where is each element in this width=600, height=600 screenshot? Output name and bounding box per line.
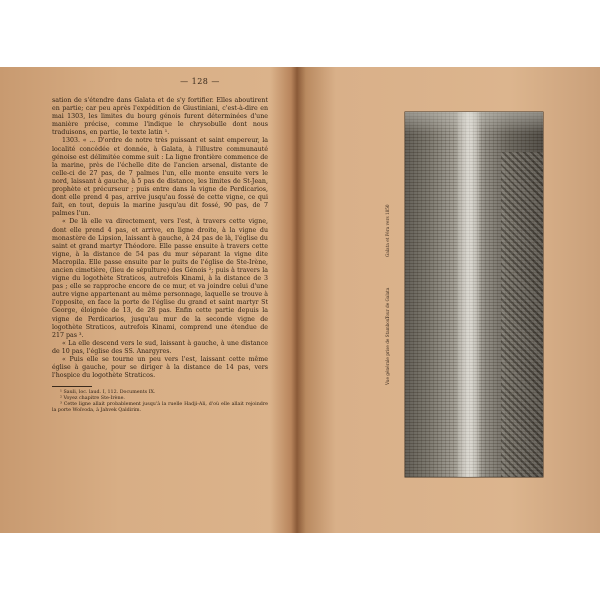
left-page — [0, 67, 297, 533]
plate-caption: Vue générale prise de Stamboul — [385, 317, 390, 385]
paragraph: 1303. « ... D'ordre de notre très puissant et saint empereur, la localité concédée et donnée, à Galata, à l'illustre communauté génoise est délimitée comme suit : La ligne frontière commence de la marine, près de l'échelle dite de l'ancien arsenal, distante de celle-ci de 27 pas, de 7 palmes l'un, elle monte ensuite vers le nord, laissant à gauche, à 5 pas de distance, les limites de St-Jean, prophète et précurseur ; puis entre dans la vigne de Perdicarios, dont elle prend 4 pas, arrive jusqu'au fossé de cette vigne, ce qui fait, en tout, depuis la marine jusqu'au dit fossé, 90 pas, de 7 palmes l'un. — [52, 137, 268, 218]
plate-caption: Tour de Galata — [385, 287, 390, 319]
paragraph: « La elle descend vers le sud, laissant à gauche, à une distance de 10 pas, l'église des SS. Anargyres. — [52, 339, 268, 355]
book-spread — [0, 67, 600, 533]
plate-city — [501, 152, 543, 477]
body-text — [52, 97, 268, 414]
footnote: ¹ Sauli, loc. laud. I, 112. Documents IX. — [60, 390, 156, 396]
panorama-photo-plate — [405, 112, 543, 477]
plate-caption: Galata et Péra vers 1850 — [385, 204, 390, 257]
paragraph: sation de s'étendre dans Galata et de s'y fortifier. Elles aboutirent en partie; car peu après l'expédition de Giustiniani, c'est-à-dire en mai 1303, les limites du bourg génois furent déterminées d'une manière précise, comme l'indique le chrysobulle dont nous traduisons, en partie, le texte latin ¹. — [52, 97, 268, 137]
footnotes — [52, 390, 268, 414]
footnote: ² Voyez chapitre Ste-Irène. — [60, 396, 125, 402]
page-number: — 128 — — [180, 77, 220, 86]
paragraph: « De là elle va directement, vers l'est, à travers cette vigne, dont elle prend 4 pas, et arrive, en ligne droite, à la vigne du monastère de Lipsion, laissant à gauche, à 24 pas de là, l'église du saint et grand martyr Théodore. Elle passe ensuite à travers cette vigne, à la distance de 54 pas du mur séparant la vigne dite Macropila. Elle passe ensuite par le puits de l'église de Ste-Irène, ancien cimetière, (lieu de sépulture) des Génois ²; puis à travers la vigne du logothète Straticos, autrefois Kinami, à la distance de 3 pas ; elle se rapproche encore de ce mur, et va joindre celui d'une autre vigne appartenant au même personnage, laquelle se trouve à l'opposite, en face la porte de l'église du grand et saint martyr St George, éloignée de 13, de 28 pas. Enfin cette partie depuis la vigne de Perdicarios, jusqu'au mur de la seconde vigne de logothète Straticos, autrefois Kinami, comprend une étendue de 217 pas ³. — [52, 218, 268, 339]
footnote: ³ Cette ligne allait probablement jusqu'à la ruelle Hadji-Ali, d'où elle allait rejoindre la porte Woïvoda, à Jahvek Qaldirim. — [52, 402, 268, 414]
paragraph: « Puis elle se tourne un peu vers l'est, laissant cette même église à gauche, pour se diriger à la distance de 14 pas, vers l'hospice du logothète Straticos. — [52, 356, 268, 380]
right-page — [297, 67, 600, 533]
footnote-rule — [52, 386, 92, 387]
plate-water — [457, 112, 479, 477]
